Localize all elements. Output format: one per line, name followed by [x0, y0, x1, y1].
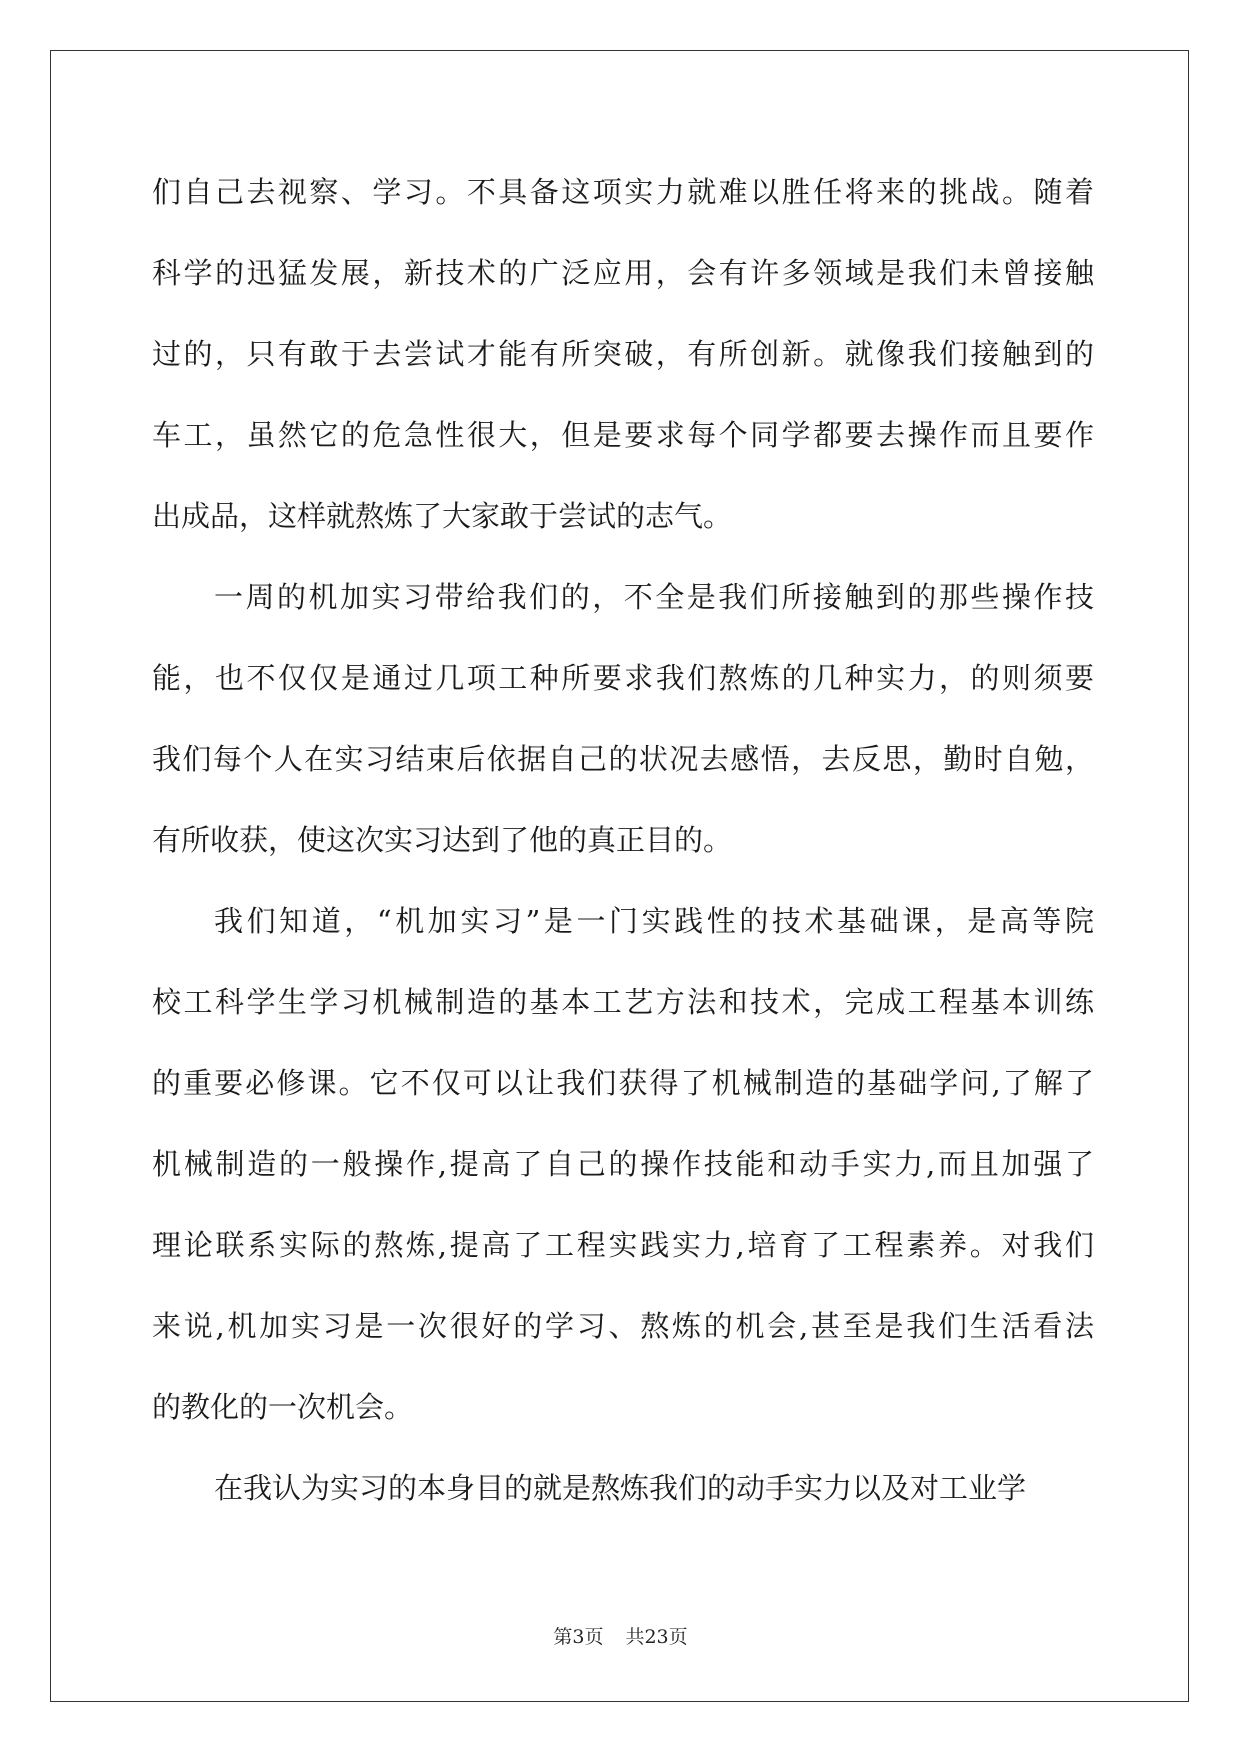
text-line: 车工，虽然它的危急性很大，但是要求每个同学都要去操作而且要作: [152, 418, 1094, 452]
page-total: 共23页: [625, 1626, 688, 1648]
document-body: [152, 152, 1094, 1529]
text-line: 们自己去视察、学习。不具备这项实力就难以胜任将来的挑战。随着: [152, 175, 1094, 209]
text-line: 我们知道，“机加实习”是一门实践性的技术基础课，是高等院: [214, 904, 1094, 938]
text-line: 理论联系实际的熬炼,提高了工程实践实力,培育了工程素养。对我们: [152, 1228, 1094, 1262]
text-line: 的重要必修课。它不仅可以让我们获得了机械制造的基础学问,了解了: [152, 1066, 1094, 1100]
paragraph: [152, 152, 1094, 557]
text-line: 的教化的一次机会。: [152, 1390, 414, 1424]
text-line: 能，也不仅仅是通过几项工种所要求我们熬炼的几种实力，的则须要: [152, 661, 1094, 695]
text-line: 我们每个人在实习结束后依据自己的状况去感悟，去反思，勤时自勉，: [152, 742, 1094, 776]
page-number: 第3页: [553, 1626, 604, 1648]
text-line: 校工科学生学习机械制造的基本工艺方法和技术，完成工程基本训练: [152, 985, 1094, 1019]
text-line: 一周的机加实习带给我们的，不全是我们所接触到的那些操作技: [214, 580, 1094, 614]
text-line: 有所收获，使这次实习达到了他的真正目的。: [152, 823, 733, 857]
text-line: 在我认为实习的本身目的就是熬炼我们的动手实力以及对工业学: [214, 1471, 1027, 1505]
text-line: 出成品，这样就熬炼了大家敢于尝试的志气。: [152, 499, 733, 533]
text-line: 机械制造的一般操作,提高了自己的操作技能和动手实力,而且加强了: [152, 1147, 1094, 1181]
paragraph: [152, 1448, 1094, 1529]
paragraph: [152, 557, 1094, 881]
text-line: 来说,机加实习是一次很好的学习、熬炼的机会,甚至是我们生活看法: [152, 1309, 1094, 1343]
text-line: 过的，只有敢于去尝试才能有所突破，有所创新。就像我们接触到的: [152, 337, 1094, 371]
paragraph: [152, 881, 1094, 1448]
page-footer: [0, 1622, 1241, 1649]
text-line: 科学的迅猛发展，新技术的广泛应用，会有许多领域是我们未曾接触: [152, 256, 1094, 290]
